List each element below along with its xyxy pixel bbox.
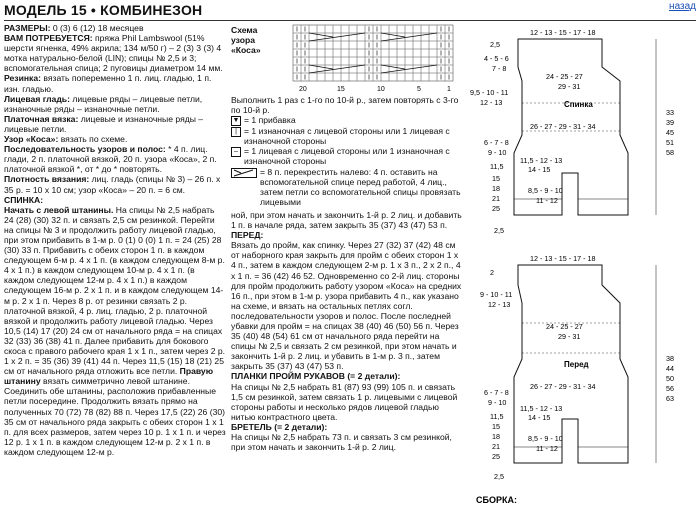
- back-label-2: 4 - 5 - 6: [484, 54, 509, 63]
- axis-label-15: 15: [337, 86, 345, 93]
- chart-cell: [309, 25, 317, 33]
- chart-cell: [309, 57, 317, 65]
- front-title: Перед: [564, 360, 589, 369]
- chart-cell: [381, 25, 389, 33]
- front-length-2: 44: [666, 364, 674, 373]
- sequence-label: Последовательность узоров и полос:: [4, 144, 166, 155]
- chart-cell: [357, 41, 365, 49]
- continuation-text: ной, при этом начать и закончить 1-й р. 2 лиц. и добавить 1 п. в начале ряда, затем закрыть 35 (37) 43 (47) 53 п.: [231, 209, 462, 231]
- chart-cell: [349, 41, 357, 49]
- legend-cable-text: = 8 п. перекрестить налево: 4 п. оставить на вспомогательной спице перед работой, 4 лиц., затем петли со вспомогательной спицы провязать лицевыми: [260, 166, 461, 207]
- cable-label: Узор «Коса»:: [4, 134, 59, 145]
- chart-cell: [325, 57, 333, 65]
- planks-heading: ПЛАНКИ ПРОЙМ РУКАВОВ: [231, 371, 345, 382]
- chart-cell: [389, 41, 397, 49]
- legend-increase: [231, 115, 463, 126]
- knit-symbol-icon: –: [231, 147, 241, 157]
- density-label: Плотность вязания:: [4, 174, 90, 185]
- back-label-12: 25: [492, 204, 500, 213]
- front-label-10: 18: [492, 432, 500, 441]
- chart-cell: [397, 73, 405, 81]
- legend-cable: [231, 167, 463, 207]
- chart-cell: [429, 73, 437, 81]
- axis-label-1: 1: [447, 86, 451, 93]
- back-label-9: 15: [492, 174, 500, 183]
- chart-cell: [413, 41, 421, 49]
- chart-cell: [317, 41, 325, 49]
- front-wide-width: 26 - 27 - 29 - 31 - 34: [530, 382, 596, 391]
- back-wide-width: 26 - 27 - 29 - 31 - 34: [530, 122, 596, 131]
- instructions-column-2: [231, 23, 463, 452]
- chart-cell: [341, 57, 349, 65]
- cable-chart: [289, 23, 459, 93]
- back-label-1: 2,5: [490, 40, 500, 49]
- chart-cell: [405, 49, 413, 57]
- cable-cross-mark: [309, 65, 365, 73]
- chart-cell: [405, 73, 413, 81]
- back-heading: СПИНКА:: [4, 194, 44, 205]
- chart-cell: [349, 25, 357, 33]
- stockinette-label: Лицевая гладь:: [4, 93, 70, 104]
- back-label-7: 9 - 10: [488, 148, 507, 157]
- chart-cell: [317, 73, 325, 81]
- front-label-6: 6 - 7 - 8: [484, 388, 509, 397]
- cable-cross-mark: [381, 33, 437, 41]
- back-label-8: 11,5: [490, 162, 504, 171]
- back-crotch-width-2: 14 - 15: [528, 165, 551, 174]
- chart-cell: [357, 57, 365, 65]
- axis-label-10: 10: [377, 86, 385, 93]
- chart-cell: [309, 49, 317, 57]
- chart-cell: [341, 41, 349, 49]
- stockinette-text: лицевые ряды – лицевые петли, изнаночные ряды – изнаночные петли.: [4, 93, 203, 114]
- straps-heading: БРЕТЕЛЬ: [231, 421, 272, 432]
- chart-cell: [413, 49, 421, 57]
- chart-cell: [381, 41, 389, 49]
- chart-cell: [333, 49, 341, 57]
- sequence-text: * 4 п. лиц. глади, 2 п. платочной вязкой, 20 п. узора «Коса», 2 п. платочной вязкой *, от * до * повторять.: [4, 144, 217, 175]
- chart-cell: [413, 73, 421, 81]
- chart-cell: [421, 49, 429, 57]
- back-top-width: 12 - 13 - 15 - 17 - 18: [530, 28, 596, 37]
- back-length-5: 58: [666, 148, 674, 157]
- chart-cell: [413, 65, 421, 73]
- front-crotch-width-2: 14 - 15: [528, 413, 551, 422]
- front-label-9: 15: [492, 422, 500, 431]
- purl-symbol-icon: |: [231, 127, 241, 137]
- rib-text: вязать попеременно 1 п. лиц. гладью, 1 п. изн. гладью.: [4, 73, 212, 94]
- front-mid-width: 24 - 25 - 27: [546, 322, 583, 331]
- chart-cell: [413, 25, 421, 33]
- back-label-11: 21: [492, 194, 500, 203]
- garter-label: Платочная вязка:: [4, 113, 79, 124]
- chart-cell: [333, 57, 341, 65]
- materials-label: ВАМ ПОТРЕБУЕТСЯ:: [4, 33, 93, 44]
- back-title: Спинка: [564, 100, 593, 109]
- chart-cell: [357, 25, 365, 33]
- front-heading: ПЕРЕД:: [231, 230, 264, 241]
- front-leg-width-2: 11 - 12: [536, 444, 558, 453]
- legend-increase-text: = 1 прибавка: [244, 115, 296, 126]
- chart-cell: [405, 41, 413, 49]
- chart-cell: [325, 25, 333, 33]
- back-length-2: 39: [666, 118, 674, 127]
- chart-cell: [341, 25, 349, 33]
- front-label-8: 11,5: [490, 412, 504, 421]
- chart-cell: [325, 41, 333, 49]
- front-label-7: 9 - 10: [488, 398, 507, 407]
- chart-cell: [317, 49, 325, 57]
- chart-cell: [333, 73, 341, 81]
- back-leg-width-2: 11 - 12: [536, 196, 558, 205]
- straps-text: На спицы № 2,5 набрать 73 п. и связать 3 см резинкой, при этом начать и закончить 1-й р. 2 лиц.: [231, 432, 452, 453]
- chart-cell: [349, 73, 357, 81]
- chart-cell: [341, 49, 349, 57]
- chart-cell: [341, 73, 349, 81]
- density-text: лиц. гладь (спицы № 3) – 26 п. х 35 р. = 10 х 10 см; узор «Коса» – 20 п. = 6 см.: [4, 174, 221, 195]
- cable-text: вязать по схеме.: [58, 134, 128, 145]
- back-label-3: 7 - 8: [492, 64, 507, 73]
- page-title: МОДЕЛЬ 15 • КОМБИНЕЗОН: [4, 2, 203, 18]
- axis-label-20: 20: [299, 86, 307, 93]
- chart-cell: [389, 57, 397, 65]
- legend-knit-text: = 1 лицевая с лицевой стороны или 1 изнаночная с изнаночной стороны: [244, 146, 450, 167]
- chart-cell: [341, 33, 349, 41]
- legend-purl-text: = 1 изнаночная с лицевой стороны или 1 лицевая с изнаночной стороны: [244, 126, 450, 147]
- front-text: Вязать до пройм, как спинку. Через 27 (32) 37 (42) 48 см от наборного края закрыть для пройм с обеих сторон 1 х 4 п., затем в каждом следующем 2-м р. 1 х 3 п., 2 х 2 п., 4 х 1 п. = 36 (42) 46 52. Одновременно со 2-й лиц. стороны для пройм продолжить работу узором «Коса» на средних 16 п., при этом в 1-м р. узора прибавить 4 п., как указано на схеме, и вязать на остальных петлях согл. последовательности узоров и полос. После последней убавки для пройм = на спицах 38 (40) 46 (50) 56 п. Через 35 (40) 48 (54) 61 см от начального ряда перейти на спицы № 2,5 и связать 2 см резинкой, при этом начать и закончить 1-й р. 2 лиц. и убавить в 1-м р. 3 п., затем закрыть 35 (37) 43 (47) 53 п.: [231, 240, 462, 372]
- chart-cell: [405, 57, 413, 65]
- assembly-heading: СБОРКА:: [476, 495, 517, 505]
- materials-text: пряжа Phil Lambswool (51% шерсти ягненка, 49% акрила; 134 м/50 г) – 2 (3) 3 (3) 4 мотка натурально-белой (LIN); спицы № 2,5 и 3; вспомогательная спица; 2 пуговицы диаметром 14 мм.: [4, 33, 223, 74]
- front-mid-width-2: 29 - 31: [558, 332, 581, 341]
- chart-cell: [389, 25, 397, 33]
- chart-cell: [397, 25, 405, 33]
- chart-cell: [333, 41, 341, 49]
- chart-cell: [397, 57, 405, 65]
- planks-text: На спицы № 2,5 набрать 81 (87) 93 (99) 105 п. и связать 1,5 см резинкой, затем связать 1 р. лицевыми с лицевой стороны работы и несколько рядов лицевой гладью нитью контрастного цвета.: [231, 381, 458, 422]
- chart-cell: [381, 73, 389, 81]
- garter-text: лицевые и изнаночные ряды – лицевые петли.: [4, 113, 204, 134]
- chart-cell: [421, 41, 429, 49]
- chart-cell: [325, 73, 333, 81]
- front-length-4: 56: [666, 384, 674, 393]
- sizes-text: 0 (3) 6 (12) 18 месяцев: [50, 23, 144, 33]
- legend-purl: [231, 126, 463, 146]
- back-mid-width-2: 29 - 31: [558, 82, 581, 91]
- chart-cell: [381, 49, 389, 57]
- chart-cell: [421, 73, 429, 81]
- start-label: Начать с левой штанины.: [4, 204, 114, 215]
- chart-cell: [325, 49, 333, 57]
- chart-cell: [405, 25, 413, 33]
- chart-cell: [429, 57, 437, 65]
- axis-label-5: 5: [417, 86, 421, 93]
- rib-label: Резинка:: [4, 73, 41, 84]
- front-length-5: 63: [666, 394, 674, 403]
- chart-cell: [421, 25, 429, 33]
- sizes-label: РАЗМЕРЫ:: [4, 23, 51, 33]
- chart-cell: [413, 57, 421, 65]
- back-label-5: 12 - 13: [480, 98, 503, 107]
- back-mid-width: 24 - 25 - 27: [546, 72, 583, 81]
- chart-cell: [389, 73, 397, 81]
- back-schematic: [470, 28, 674, 235]
- chart-cell: [413, 33, 421, 41]
- chart-cell: [357, 49, 365, 57]
- schematics-column: [470, 23, 696, 509]
- schema-title: Схема узора «Коса»: [231, 25, 261, 55]
- legend-knit: [231, 146, 463, 166]
- back-link[interactable]: назад: [669, 1, 696, 12]
- front-length-1: 38: [666, 354, 674, 363]
- chart-cell: [349, 49, 357, 57]
- chart-rows-text: Выполнить 1 раз с 1-го по 10-й р., затем повторять с 3-го по 10-й р.: [231, 95, 459, 116]
- chart-cell: [317, 57, 325, 65]
- front-leg-width: 8,5 - 9 - 10: [528, 434, 563, 443]
- front-label-3: 12 - 13: [488, 300, 511, 309]
- chart-cell: [397, 41, 405, 49]
- back-length-4: 51: [666, 138, 674, 147]
- back-label-6: 6 - 7 - 8: [484, 138, 509, 147]
- front-label-12: 25: [492, 452, 500, 461]
- right-leg-text: вязать симметрично левой штанине. Соединить обе штанины, расположив прибавленные петли посередине. Продолжить вязать прямо на полученных 70 (72) 78 (82) 88 п. Через 17,5 (22) 26 (30) 35 см от начального ряда закрыть с обеих сторон 1 х 1 п. для всех размеров, затем через 10 р. 1 х 1 п. и через 12 р. 1 х 1 п. в каждом следующем 12-м р. 2 х 1 п. в каждом следующем 12-м р.: [4, 376, 226, 457]
- front-bottom-label: 2,5: [494, 472, 504, 481]
- front-length-3: 50: [666, 374, 674, 383]
- chart-cell: [389, 49, 397, 57]
- front-label-11: 21: [492, 442, 500, 451]
- back-label-4: 9,5 - 10 - 11: [470, 88, 509, 97]
- instructions-column-1: [4, 23, 226, 457]
- chart-cell: [357, 73, 365, 81]
- cable-cross-symbol-icon: [231, 168, 257, 178]
- chart-cell: [397, 49, 405, 57]
- chart-cell: [317, 25, 325, 33]
- back-length-1: 33: [666, 108, 674, 117]
- chart-cell: [381, 57, 389, 65]
- back-bottom-label: 2,5: [494, 226, 504, 235]
- back-leg-width: 8,5 - 9 - 10: [528, 186, 563, 195]
- title-divider: [4, 20, 696, 21]
- chart-cell: [309, 41, 317, 49]
- chart-cells: [293, 25, 453, 81]
- planks-suffix: (= 2 детали):: [344, 371, 401, 382]
- front-label-1: 2: [490, 268, 494, 277]
- straps-suffix: (= 2 детали):: [271, 421, 328, 432]
- front-label-2: 9 - 10 - 11: [480, 290, 513, 299]
- chart-cell: [333, 25, 341, 33]
- chart-cell: [341, 65, 349, 73]
- front-schematic: [480, 254, 674, 481]
- chart-cell: [309, 73, 317, 81]
- front-crotch-width: 11,5 - 12 - 13: [520, 404, 563, 413]
- front-top-width: 12 - 13 - 15 - 17 - 18: [530, 254, 596, 263]
- chart-cell: [429, 25, 437, 33]
- chart-cell: [349, 57, 357, 65]
- cable-cross-mark: [309, 33, 365, 41]
- schematic-drawings: [470, 23, 696, 507]
- chart-cell: [421, 57, 429, 65]
- cable-cross-mark: [381, 65, 437, 73]
- chart-cell: [429, 41, 437, 49]
- start-text: На спицы № 2,5 набрать 24 (28) (30) 32 п. и связать 2,5 см резинкой. Перейти на спицы № 3 и продолжить работу лицевой гладью, при этом прибавить в 1-м р. 0 (1) 0 (0) 1 п. = 24 (25) 28 (30) 33 п. Прибавить с обеих сторон 1 п. в каждом следующем 6-м р. 4 х 1 п. (в каждом следующем 8-м р. 4 х 1 п.) в каждом следующем 10-м р. 4 х 1 п. (в каждом следующем 12-м р. 4 х 1 п.) в каждом следующем 16-м р. 2 х 1 п. и в каждом следующем 14-м р. 2 х 1 п. Через 8 р. от резинки связать 2 р. платочной вязкой, 4 р. лиц. гладью, 2 р. платочной вязкой и продолжить работу лицевой гладью. Через 10,5 (14) 17 (20) 24 см от начального ряда = на спицах 32 (33) 36 (38) 41 п. Далее прибавить для бокового скоса с правого рабочего края 1 х 1 п., затем через 2 р. 1 х 2 п. = 35 (36) 39 (41) 44 п. Через 11,5 (15) 18 (21) 25 см от начального ряда отложить все петли.: [4, 204, 226, 377]
- back-crotch-width: 11,5 - 12 - 13: [520, 156, 563, 165]
- chart-cell: [429, 49, 437, 57]
- back-label-10: 18: [492, 184, 500, 193]
- back-length-3: 45: [666, 128, 674, 137]
- right-leg-label: Правую штанину: [4, 366, 214, 387]
- increase-symbol-icon: ▼: [232, 117, 240, 125]
